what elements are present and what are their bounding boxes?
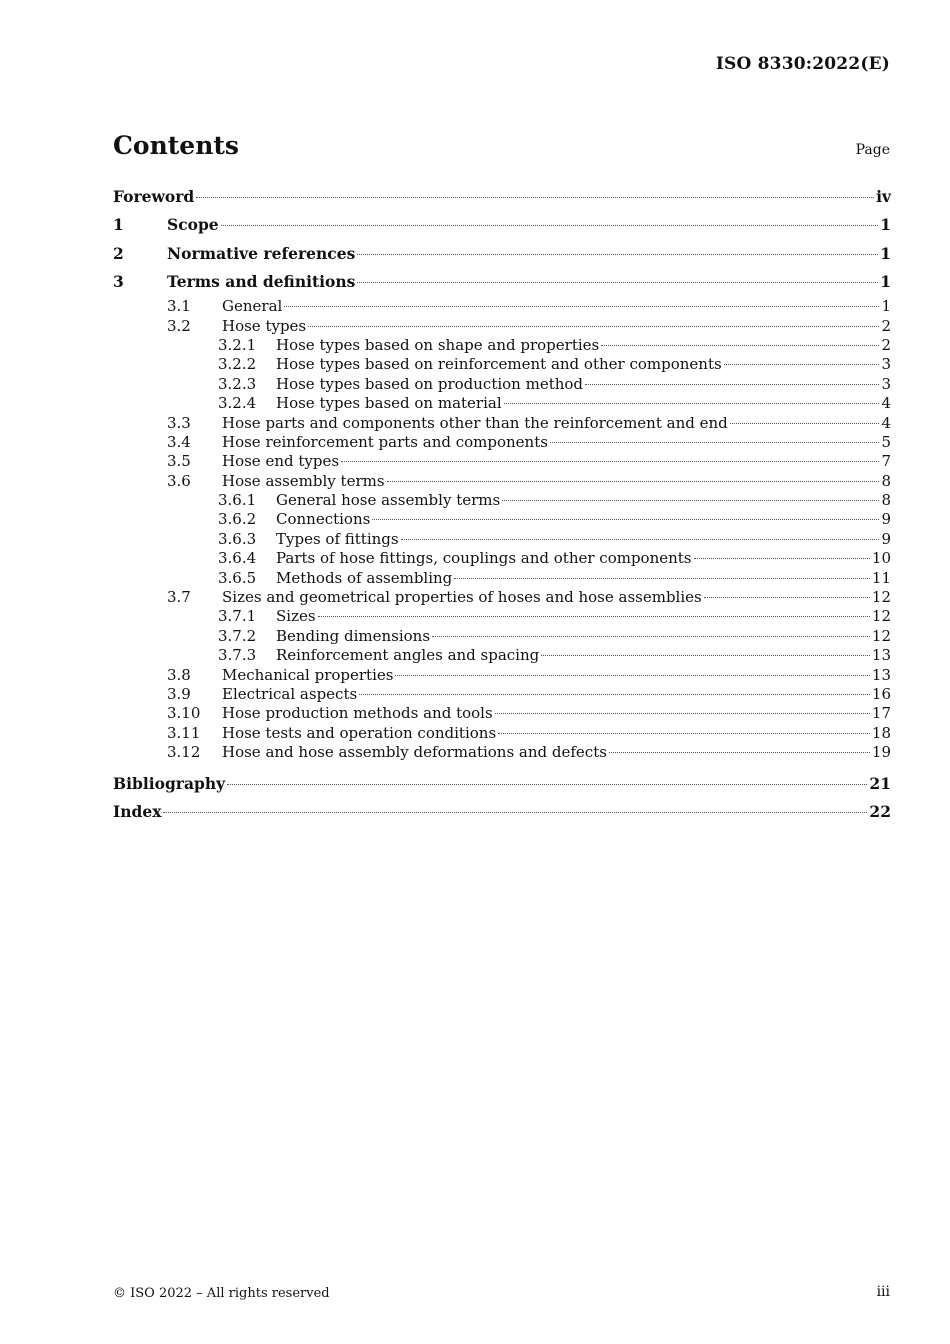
toc-entry[interactable] (113, 297, 891, 316)
toc-entry-title[interactable]: Scope (167, 215, 219, 235)
toc-entry[interactable] (113, 588, 891, 607)
toc-entry-title[interactable]: Hose tests and operation conditions (222, 723, 497, 742)
toc-entry-number: 3.6 (167, 471, 191, 490)
toc-entry-page[interactable]: 22 (869, 801, 891, 821)
toc-entry-page[interactable]: 13 (871, 646, 891, 665)
toc-entry-number: 3.6.4 (218, 549, 257, 568)
toc-entry-page[interactable]: 3 (881, 355, 891, 374)
toc-entry[interactable] (113, 491, 891, 510)
toc-entry-title[interactable]: Foreword (113, 187, 195, 206)
toc-entry-title[interactable]: Hose types based on material (276, 394, 502, 413)
toc-entry-title[interactable]: Hose parts and components other than the reinforcement and end (222, 413, 728, 432)
toc-entry-page[interactable]: 3 (881, 374, 891, 393)
toc-entry-page[interactable]: 8 (881, 471, 891, 490)
toc-entry-number: 1 (113, 215, 124, 235)
dot-leader (550, 442, 880, 443)
toc-entry-number: 3.7.1 (218, 607, 257, 626)
table-of-contents (113, 184, 891, 827)
toc-entry[interactable] (113, 704, 891, 723)
toc-entry-number: 3.6.2 (218, 510, 257, 529)
dot-leader (401, 539, 880, 540)
dot-leader (163, 812, 867, 813)
toc-entry-title[interactable]: Terms and definitions (167, 271, 356, 291)
toc-entry-page[interactable]: 2 (881, 335, 891, 354)
toc-entry-title[interactable]: Bending dimensions (276, 626, 431, 645)
toc-entry-page[interactable]: 12 (871, 626, 891, 645)
toc-entry-number: 3.2.4 (218, 394, 257, 413)
toc-entry-title[interactable]: General (222, 297, 283, 316)
dot-leader (502, 500, 879, 501)
toc-entry[interactable] (113, 724, 891, 743)
toc-entry[interactable] (113, 530, 891, 549)
toc-entry-title[interactable]: Mechanical properties (222, 665, 394, 684)
toc-entry[interactable] (113, 375, 891, 394)
toc-entry-page[interactable]: 12 (871, 588, 891, 607)
toc-entry-title[interactable]: Methods of assembling (276, 568, 453, 587)
dot-leader (724, 364, 880, 365)
page-column-label: Page (855, 142, 890, 158)
toc-entry[interactable] (113, 607, 891, 626)
dot-leader (357, 282, 878, 283)
toc-entry[interactable] (113, 433, 891, 452)
toc-entry-title[interactable]: Hose types based on reinforcement and other components (276, 355, 722, 374)
dot-leader (318, 616, 870, 617)
toc-entry-page[interactable]: 4 (881, 413, 891, 432)
toc-entry[interactable] (113, 184, 891, 212)
toc-entry-number: 3.10 (167, 704, 201, 723)
toc-entry[interactable] (113, 666, 891, 685)
toc-entry[interactable] (113, 510, 891, 529)
toc-entry-number: 3.6.5 (218, 568, 257, 587)
dot-leader (284, 306, 879, 307)
toc-entry-page[interactable]: 16 (871, 685, 891, 703)
toc-entry-title[interactable]: Reinforcement angles and spacing (276, 646, 540, 665)
toc-entry-title[interactable]: Hose end types (222, 452, 340, 471)
toc-entry-page[interactable]: 11 (871, 568, 891, 587)
toc-entry[interactable] (113, 771, 891, 799)
toc-entry-title[interactable]: Electrical aspects (222, 685, 358, 703)
toc-entry-page[interactable]: 1 (880, 271, 891, 291)
toc-entry[interactable] (113, 685, 891, 704)
toc-entry[interactable] (113, 355, 891, 374)
dot-leader (585, 384, 879, 385)
toc-entry-title[interactable]: Hose production methods and tools (222, 704, 493, 723)
toc-entry-page[interactable]: 4 (881, 394, 891, 413)
document-id: ISO 8330:2022(E) (715, 54, 890, 74)
toc-entry-title[interactable]: Connections (276, 510, 371, 529)
toc-entry[interactable] (113, 269, 891, 297)
toc-entry-page[interactable]: 10 (871, 549, 891, 568)
dot-leader (504, 403, 880, 404)
dot-leader (601, 345, 879, 346)
toc-entry-page[interactable]: 8 (881, 491, 891, 510)
toc-entry-number: 3 (113, 271, 124, 291)
toc-entry-number: 3.7.3 (218, 646, 257, 665)
toc-entry-title[interactable]: General hose assembly terms (276, 491, 501, 510)
toc-entry-page[interactable]: 12 (871, 607, 891, 626)
dot-leader (372, 519, 879, 520)
toc-entry-title[interactable]: Hose types (222, 316, 307, 335)
toc-entry-number: 3.2.3 (218, 374, 257, 393)
dot-leader (341, 461, 879, 462)
toc-entry-title[interactable]: Hose types based on production method (276, 374, 584, 393)
toc-entry-page[interactable]: iv (876, 187, 891, 206)
toc-entry-title[interactable]: Hose and hose assembly deformations and defects (222, 743, 607, 762)
toc-entry-number: 3.9 (167, 685, 191, 703)
toc-entry-title[interactable]: Parts of hose fittings, couplings and other components (276, 549, 692, 568)
dot-leader (357, 254, 878, 255)
toc-entry-number: 3.11 (167, 723, 201, 742)
toc-entry-title[interactable]: Index (113, 801, 162, 821)
dot-leader (395, 675, 869, 676)
toc-entry-title[interactable]: Hose types based on shape and properties (276, 335, 600, 354)
toc-entry-title[interactable]: Hose reinforcement parts and components (222, 432, 548, 451)
toc-entry-number: 3.4 (167, 432, 191, 451)
toc-entry-number: 2 (113, 243, 124, 263)
dot-leader (196, 197, 874, 198)
toc-entry[interactable] (113, 414, 891, 433)
contents-title: Contents (113, 131, 240, 160)
toc-entry-number: 3.7.2 (218, 626, 257, 645)
toc-entry[interactable] (113, 212, 891, 240)
toc-entry[interactable] (113, 241, 891, 269)
toc-entry-page[interactable]: 9 (881, 529, 891, 548)
toc-entry-number: 3.5 (167, 452, 191, 471)
dot-leader (495, 713, 870, 714)
toc-entry-number: 3.6.3 (218, 529, 257, 548)
toc-entry-number: 3.2.1 (218, 335, 257, 354)
dot-leader (704, 597, 870, 598)
toc-entry[interactable] (113, 627, 891, 646)
dot-leader (308, 326, 879, 327)
toc-entry[interactable] (113, 394, 891, 413)
copyright-notice: © ISO 2022 – All rights reserved (113, 1286, 330, 1301)
toc-entry-page[interactable]: 1 (880, 215, 891, 235)
toc-entry-number: 3.3 (167, 413, 191, 432)
toc-entry-number: 3.12 (167, 743, 201, 762)
page-number: iii (876, 1284, 890, 1300)
toc-entry-number: 3.2.2 (218, 355, 257, 374)
toc-entry-page[interactable]: 21 (869, 773, 891, 793)
toc-entry-page[interactable]: 19 (871, 743, 891, 762)
toc-entry[interactable] (113, 336, 891, 355)
dot-leader (730, 423, 880, 424)
toc-entry[interactable] (113, 646, 891, 665)
dot-leader (227, 784, 867, 785)
dot-leader (498, 733, 870, 734)
dot-leader (221, 225, 879, 226)
toc-entry-number: 3.7 (167, 588, 191, 607)
toc-entry-title[interactable]: Normative references (167, 243, 356, 263)
toc-entry-number: 3.8 (167, 665, 191, 684)
toc-entry[interactable] (113, 569, 891, 588)
dot-leader (541, 655, 870, 656)
toc-entry[interactable] (113, 549, 891, 568)
toc-entry[interactable] (113, 317, 891, 336)
toc-entry-page[interactable]: 9 (881, 510, 891, 529)
toc-entry-title[interactable]: Hose assembly terms (222, 471, 385, 490)
toc-entry-number: 3.6.1 (218, 491, 257, 510)
toc-entry[interactable] (113, 452, 891, 471)
toc-entry-number: 3.1 (167, 297, 191, 316)
toc-entry-page[interactable]: 7 (881, 452, 891, 471)
dot-leader (609, 752, 870, 753)
dot-leader (432, 636, 870, 637)
dot-leader (387, 481, 880, 482)
toc-entry-page[interactable]: 1 (880, 243, 891, 263)
dot-leader (694, 558, 870, 559)
toc-entry-title[interactable]: Sizes and geometrical properties of hoses and hose assemblies (222, 588, 702, 607)
dot-leader (454, 578, 870, 579)
toc-entry[interactable] (113, 472, 891, 491)
dot-leader (359, 694, 870, 695)
toc-entry-number: 3.2 (167, 316, 191, 335)
toc-entry-page[interactable]: 5 (881, 432, 891, 451)
toc-entry-page[interactable]: 1 (881, 297, 891, 316)
toc-entry-title[interactable]: Bibliography (113, 773, 226, 793)
toc-entry[interactable] (113, 743, 891, 762)
toc-entry-page[interactable]: 13 (871, 665, 891, 684)
toc-entry-page[interactable]: 2 (881, 316, 891, 335)
toc-entry-title[interactable]: Sizes (276, 607, 316, 626)
toc-entry-title[interactable]: Types of fittings (276, 529, 399, 548)
toc-entry[interactable] (113, 799, 891, 827)
toc-entry-page[interactable]: 18 (871, 723, 891, 742)
toc-entry-page[interactable]: 17 (871, 704, 891, 723)
